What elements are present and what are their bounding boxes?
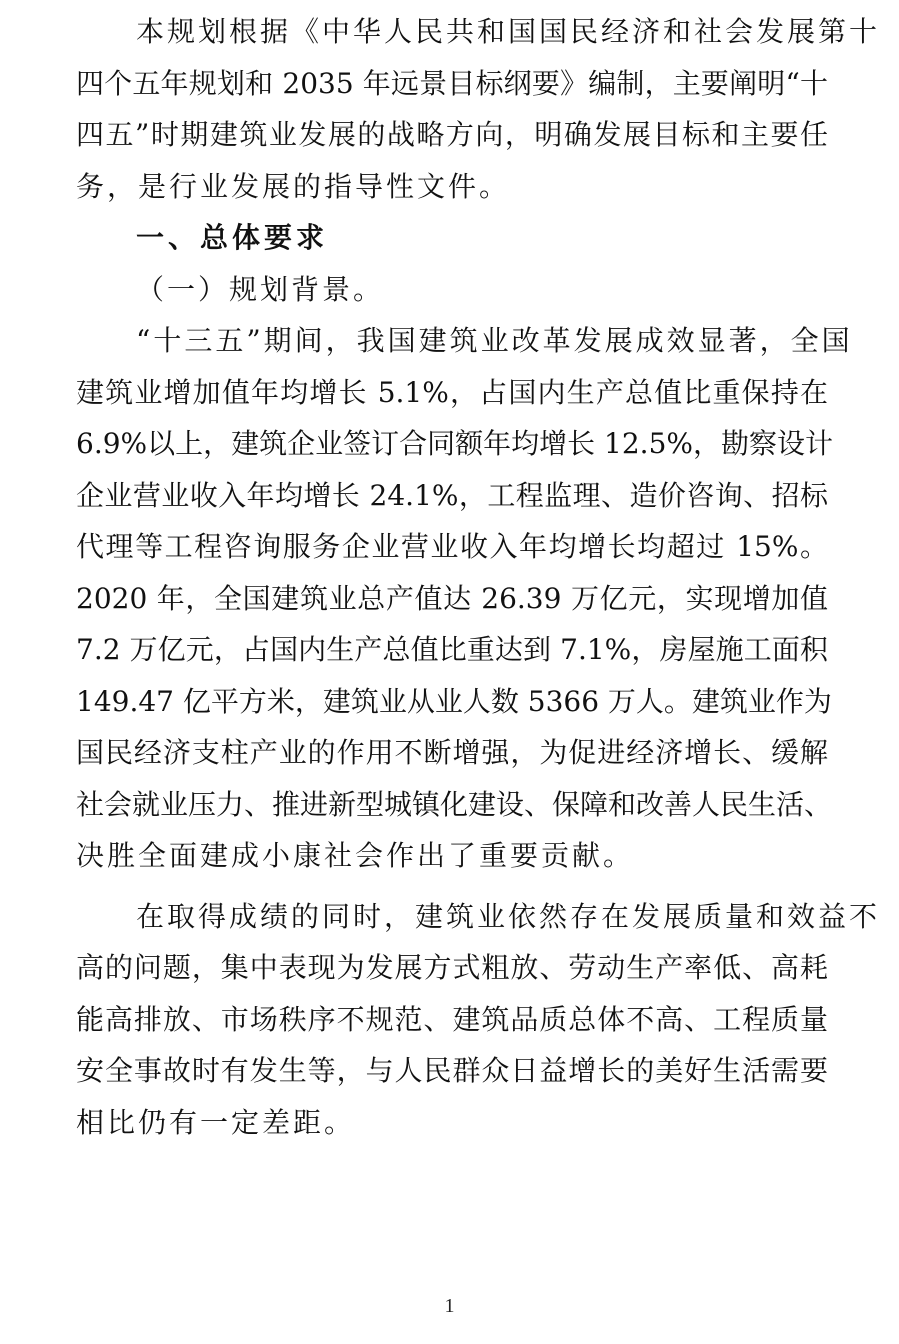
- paragraph-line: 149.47 亿平方米，建筑业从业人数 5366 万人。建筑业作为: [76, 684, 832, 718]
- paragraph-line: 能高排放、市场秩序不规范、建筑品质总体不高、工程质量: [76, 1002, 828, 1036]
- paragraph-line: 建筑业增加值年均增长 5.1%，占国内生产总值比重保持在: [76, 375, 828, 409]
- subsection-heading: （一）规划背景。: [136, 272, 385, 306]
- paragraph-line: 2020 年，全国建筑业总产值达 26.39 万亿元，实现增加值: [76, 581, 828, 615]
- paragraph-line: 决胜全面建成小康社会作出了重要贡献。: [76, 839, 635, 872]
- paragraph-line: 国民经济支柱产业的作用不断增强，为促进经济增长、缓解: [76, 736, 828, 769]
- page-number: 1: [444, 1295, 455, 1317]
- paragraph-line: 社会就业压力、推进新型城镇化建设、保障和改善人民生活、: [76, 787, 833, 821]
- paragraph-line: 安全事故时有发生等，与人民群众日益增长的美好生活需要: [76, 1054, 828, 1087]
- intro-line: 本规划根据《中华人民共和国国民经济和社会发展第十: [136, 15, 881, 48]
- section-heading: 一、总体要求: [136, 221, 329, 254]
- paragraph-line: 企业营业收入年均增长 24.1%，工程监理、造价咨询、招标: [76, 478, 828, 512]
- intro-line: 四个五年规划和 2035 年远景目标纲要》编制，主要阐明“十: [76, 66, 828, 100]
- paragraph-line: 6.9%以上，建筑企业签订合同额年均增长 12.5%，勘察设计: [76, 427, 833, 460]
- document-body: [76, 6, 881, 1148]
- paragraph-line: 相比仍有一定差距。: [76, 1105, 356, 1139]
- intro-line: 务，是行业发展的指导性文件。: [76, 169, 511, 203]
- paragraph-spacer: [76, 882, 828, 891]
- paragraph-line: 在取得成绩的同时，建筑业依然存在发展质量和效益不: [136, 899, 881, 933]
- paragraph-line: 高的问题，集中表现为发展方式粗放、劳动生产率低、高耗: [76, 951, 828, 984]
- paragraph-line: 7.2 万亿元，占国内生产总值比重达到 7.1%，房屋施工面积: [76, 633, 828, 666]
- intro-line: 四五”时期建筑业发展的战略方向，明确发展目标和主要任: [76, 118, 828, 151]
- paragraph-line: 代理等工程咨询服务企业营业收入年均增长均超过 15%。: [76, 530, 828, 563]
- paragraph-line: “十三五”期间，我国建筑业改革发展成效显著，全国: [136, 324, 853, 357]
